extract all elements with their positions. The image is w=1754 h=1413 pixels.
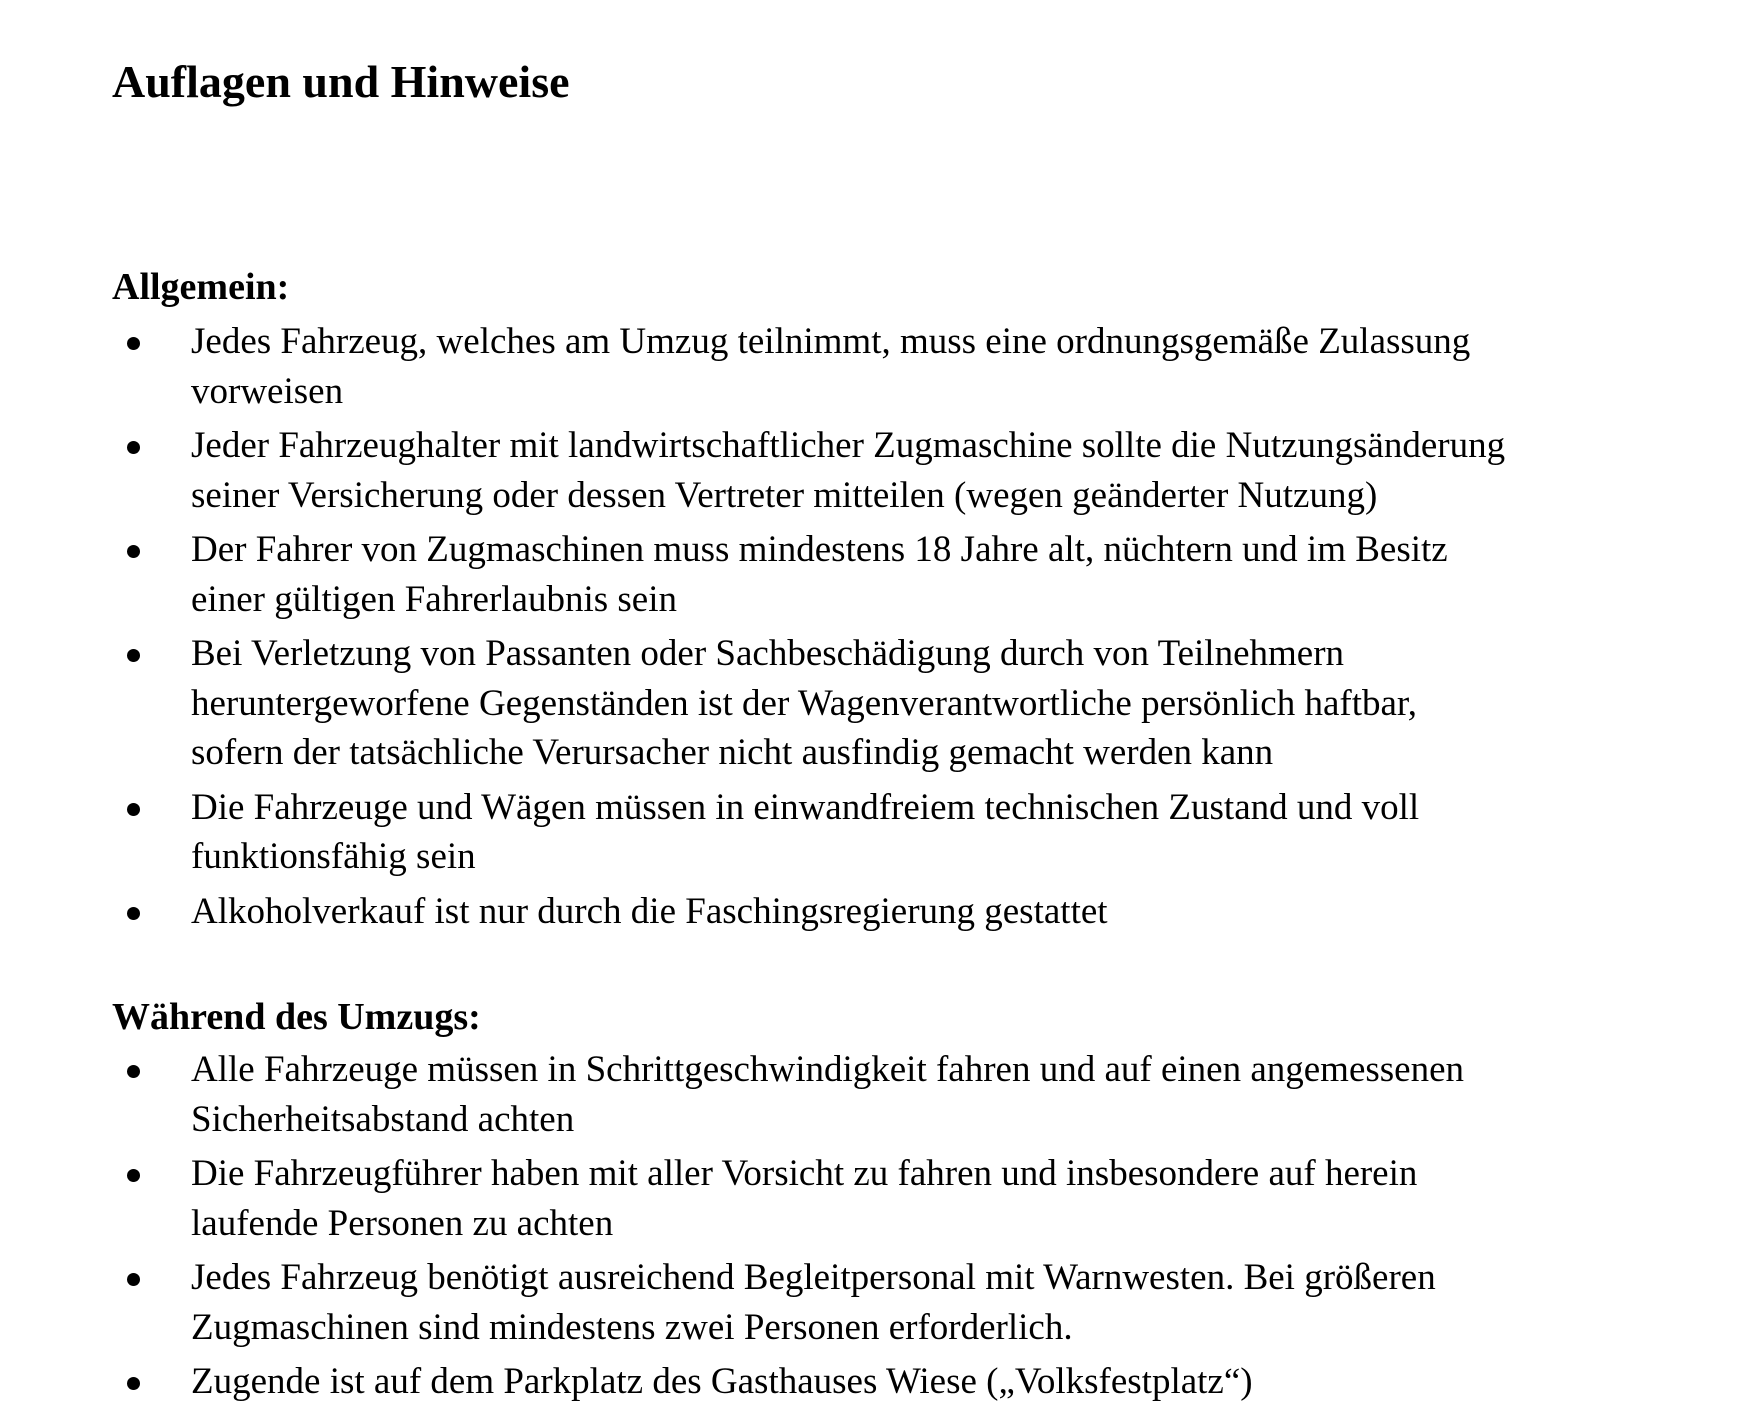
bullet-icon (127, 337, 140, 350)
list-item-text-line: Alle Fahrzeuge müssen in Schrittgeschwindigkeit fahren und auf einen angemessenen (191, 1049, 1465, 1090)
list-item-text-line: Die Fahrzeugführer haben mit aller Vorsicht zu fahren und insbesondere auf herein (191, 1153, 1418, 1194)
bullet-icon (127, 907, 140, 920)
list-item (0, 1253, 1747, 1352)
list-item (0, 1357, 1747, 1407)
bullet-icon (127, 545, 140, 558)
document-title: Auflagen und Hinweise (112, 56, 570, 107)
list-item (0, 1149, 1747, 1248)
section-heading-waehrend-des-umzugs: Während des Umzugs: (112, 996, 481, 1038)
list-item (0, 525, 1747, 624)
list-item-text-line: einer gültigen Fahrerlaubnis sein (191, 578, 678, 620)
bullet-icon (127, 1169, 140, 1182)
list-item-text-line: Der Fahrer von Zugmaschinen muss mindestens 18 Jahre alt, nüchtern und im Besitz (191, 529, 1448, 570)
bullet-icon (127, 803, 140, 816)
bullet-icon (127, 1377, 140, 1390)
list-item-text-line: sofern der tatsächliche Verursacher nicht ausfindig gemacht werden kann (191, 732, 1274, 773)
list-item-text-line: Zugende ist auf dem Parkplatz des Gasthauses Wiese („Volksfestplatz“) (191, 1361, 1253, 1402)
list-item-text-line: Bei Verletzung von Passanten oder Sachbeschädigung durch von Teilnehmern (191, 633, 1345, 674)
list-item-text-line: Zugmaschinen sind mindestens zwei Personen erforderlich. (191, 1306, 1073, 1348)
list-item-text-line: vorweisen (191, 370, 344, 412)
list-item (0, 629, 1747, 778)
bullet-icon (127, 649, 140, 662)
list-item-text-line: seiner Versicherung oder dessen Vertreter mitteilen (wegen geänderter Nutzung) (191, 474, 1378, 516)
list-item-text-line: heruntergeworfene Gegenständen ist der Wagenverantwortliche persönlich haftbar, (191, 682, 1417, 724)
list-item-text-line: Jedes Fahrzeug benötigt ausreichend Begleitpersonal mit Warnwesten. Bei größeren (191, 1257, 1436, 1298)
list-item-text-line: Sicherheitsabstand achten (191, 1098, 575, 1140)
list-item (0, 421, 1747, 520)
list-item (0, 887, 1747, 937)
list-item-text-line: Die Fahrzeuge und Wägen müssen in einwandfreiem technischen Zustand und voll (191, 786, 1420, 828)
bullet-icon (127, 441, 140, 454)
bullet-icon (127, 1065, 140, 1078)
list-item (0, 783, 1747, 882)
list-item-text-line: Jeder Fahrzeughalter mit landwirtschaftlicher Zugmaschine sollte die Nutzungsänderung (191, 425, 1506, 466)
bullet-icon (127, 1273, 140, 1286)
list-item-text-line: Alkoholverkauf ist nur durch die Faschingsregierung gestattet (191, 890, 1108, 932)
list-item-text-line: laufende Personen zu achten (191, 1202, 614, 1244)
list-item (0, 317, 1747, 416)
section-heading-allgemein: Allgemein: (112, 266, 290, 308)
bullet-list-waehrend-des-umzugs (0, 1045, 1754, 1412)
list-item-text-line: funktionsfähig sein (191, 836, 476, 877)
bullet-list-allgemein (0, 317, 1754, 941)
list-item (0, 1045, 1747, 1144)
list-item-text-line: Jedes Fahrzeug, welches am Umzug teilnimmt, muss eine ordnungsgemäße Zulassung (191, 321, 1471, 362)
